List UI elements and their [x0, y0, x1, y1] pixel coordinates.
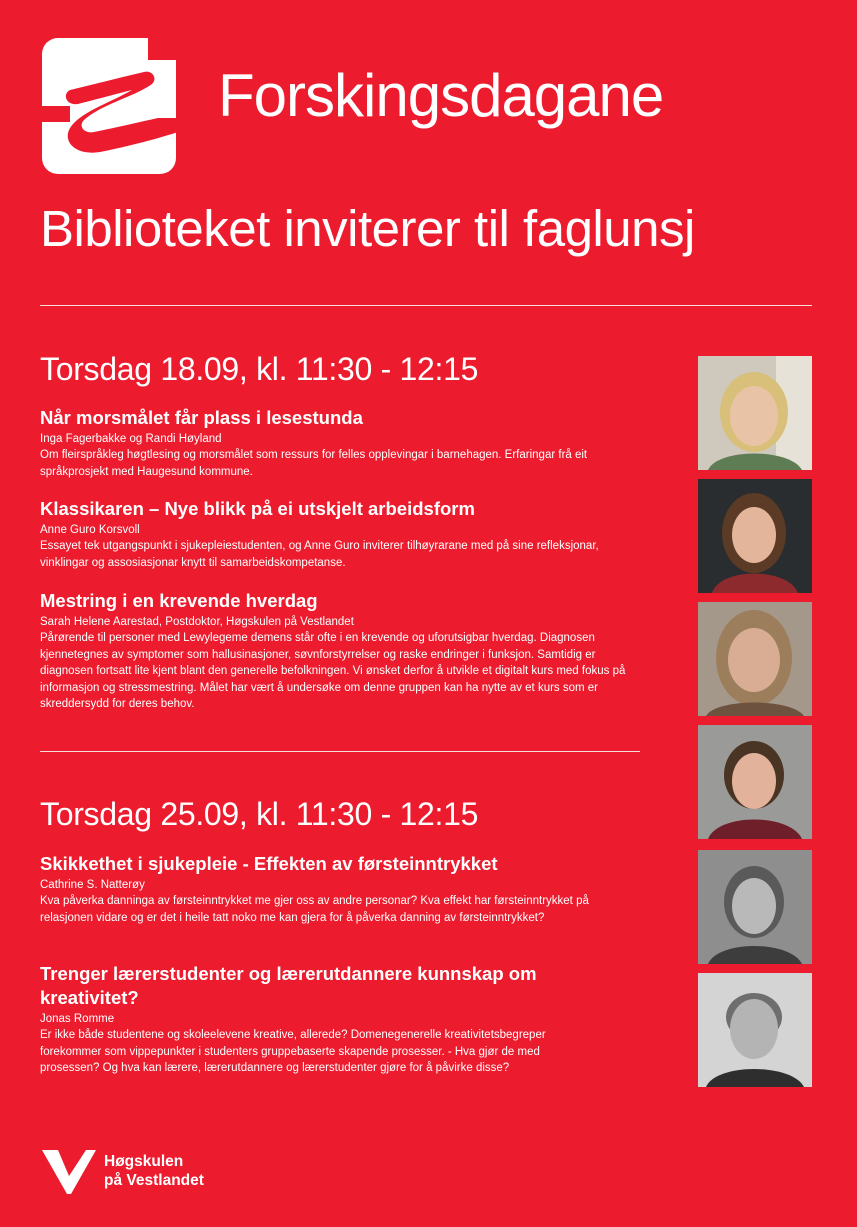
talk-speaker: Anne Guro Korsvoll	[40, 524, 140, 537]
brand-name: Forskingsdagane	[218, 62, 664, 129]
day-heading-1: Torsdag 18.09, kl. 11:30 - 12:15	[40, 351, 479, 387]
divider-top	[40, 305, 812, 306]
talk-2	[40, 497, 640, 571]
speaker-photo-5	[698, 850, 812, 964]
talk-description: Pårørende til personer med Lewylegeme demens står ofte i en krevende og uforutsigbar hverdag. Diagnosen kjennetegnes av symptomer som hallusinasjoner, søvnforstyrrelser og raske endringer i funksjon. Samtidig er diagnosen fortsatt lite kjent blant den generelle befolkningen. Vi ønsket derfor å utvikle et digitalt kurs med fokus på informasjon og stressmestring. Målet har vært å undersøke om denne gruppen kan ha nytte av et kurs som er skreddersydd for deres behov.	[40, 632, 626, 711]
divider-middle	[40, 751, 640, 752]
talk-speaker: Inga Fagerbakke og Randi Høyland	[40, 433, 222, 446]
talk-title: Klassikaren – Nye blikk på ei utskjelt arbeidsform	[40, 498, 475, 519]
speaker-photo-3	[698, 602, 812, 716]
talk-description: Essayet tek utgangspunkt i sjukepleiestudenten, og Anne Guro inviterer tilhøyrarane med på sine refleksjonar, vinklingar og assosiasjonar knytt til samarbeidskompetanse.	[40, 540, 599, 569]
speaker-photo-2	[698, 479, 812, 593]
talk-speaker: Sarah Helene Aarestad, Postdoktor, Høgskulen på Vestlandet	[40, 616, 354, 629]
forskingsdagane-logo-icon	[40, 38, 178, 174]
speaker-photo-1	[698, 356, 812, 470]
hvl-logo-icon	[42, 1150, 96, 1194]
speaker-photo-6	[698, 973, 812, 1087]
speaker-photo-4	[698, 725, 812, 839]
talk-5	[40, 962, 600, 1077]
footer-line-1: Høgskulen	[104, 1153, 184, 1170]
talk-description: Er ikke både studentene og skoleelevene kreative, allerede? Domenegenerelle kreativitetsbegreper forekommer som vippepunkter i studenters gruppebaserte skapende prosesser. - Hva gjør de med prosessen? Og hva kan lærere, lærerutdannere og lærerstudenter gjøre for å påvirke disse?	[40, 1029, 546, 1075]
talk-4	[40, 852, 640, 926]
talk-title: Skikkethet i sjukepleie - Effekten av førsteinntrykket	[40, 853, 498, 874]
talk-title: Når morsmålet får plass i lesestunda	[40, 407, 363, 428]
footer-line-2: på Vestlandet	[104, 1172, 204, 1189]
day-heading-2: Torsdag 25.09, kl. 11:30 - 12:15	[40, 796, 479, 832]
talk-speaker: Cathrine S. Natterøy	[40, 879, 145, 892]
talk-1	[40, 406, 640, 480]
talk-title: Trenger lærerstudenter og lærerutdannere kunnskap om kreativitet?	[40, 963, 537, 1009]
talk-title: Mestring i en krevende hverdag	[40, 590, 318, 611]
page-title: Biblioteket inviterer til faglunsj	[40, 200, 695, 257]
talk-speaker: Jonas Romme	[40, 1013, 115, 1026]
talk-description: Om fleirspråkleg høgtlesing og morsmålet som ressurs for felles opplevingar i barnehagen. Erfaringar frå eit språkprosjekt med Haugesund kommune.	[40, 449, 588, 478]
footer-institution	[104, 1152, 204, 1190]
talk-3	[40, 589, 640, 713]
talk-description: Kva påverka danninga av førsteinntrykket me gjer oss av andre personar? Kva effekt har førsteinntrykket på relasjonen vidare og er det i heile tatt noko me kan gjera for å påverka danning av førsteinntrykket?	[40, 895, 589, 924]
